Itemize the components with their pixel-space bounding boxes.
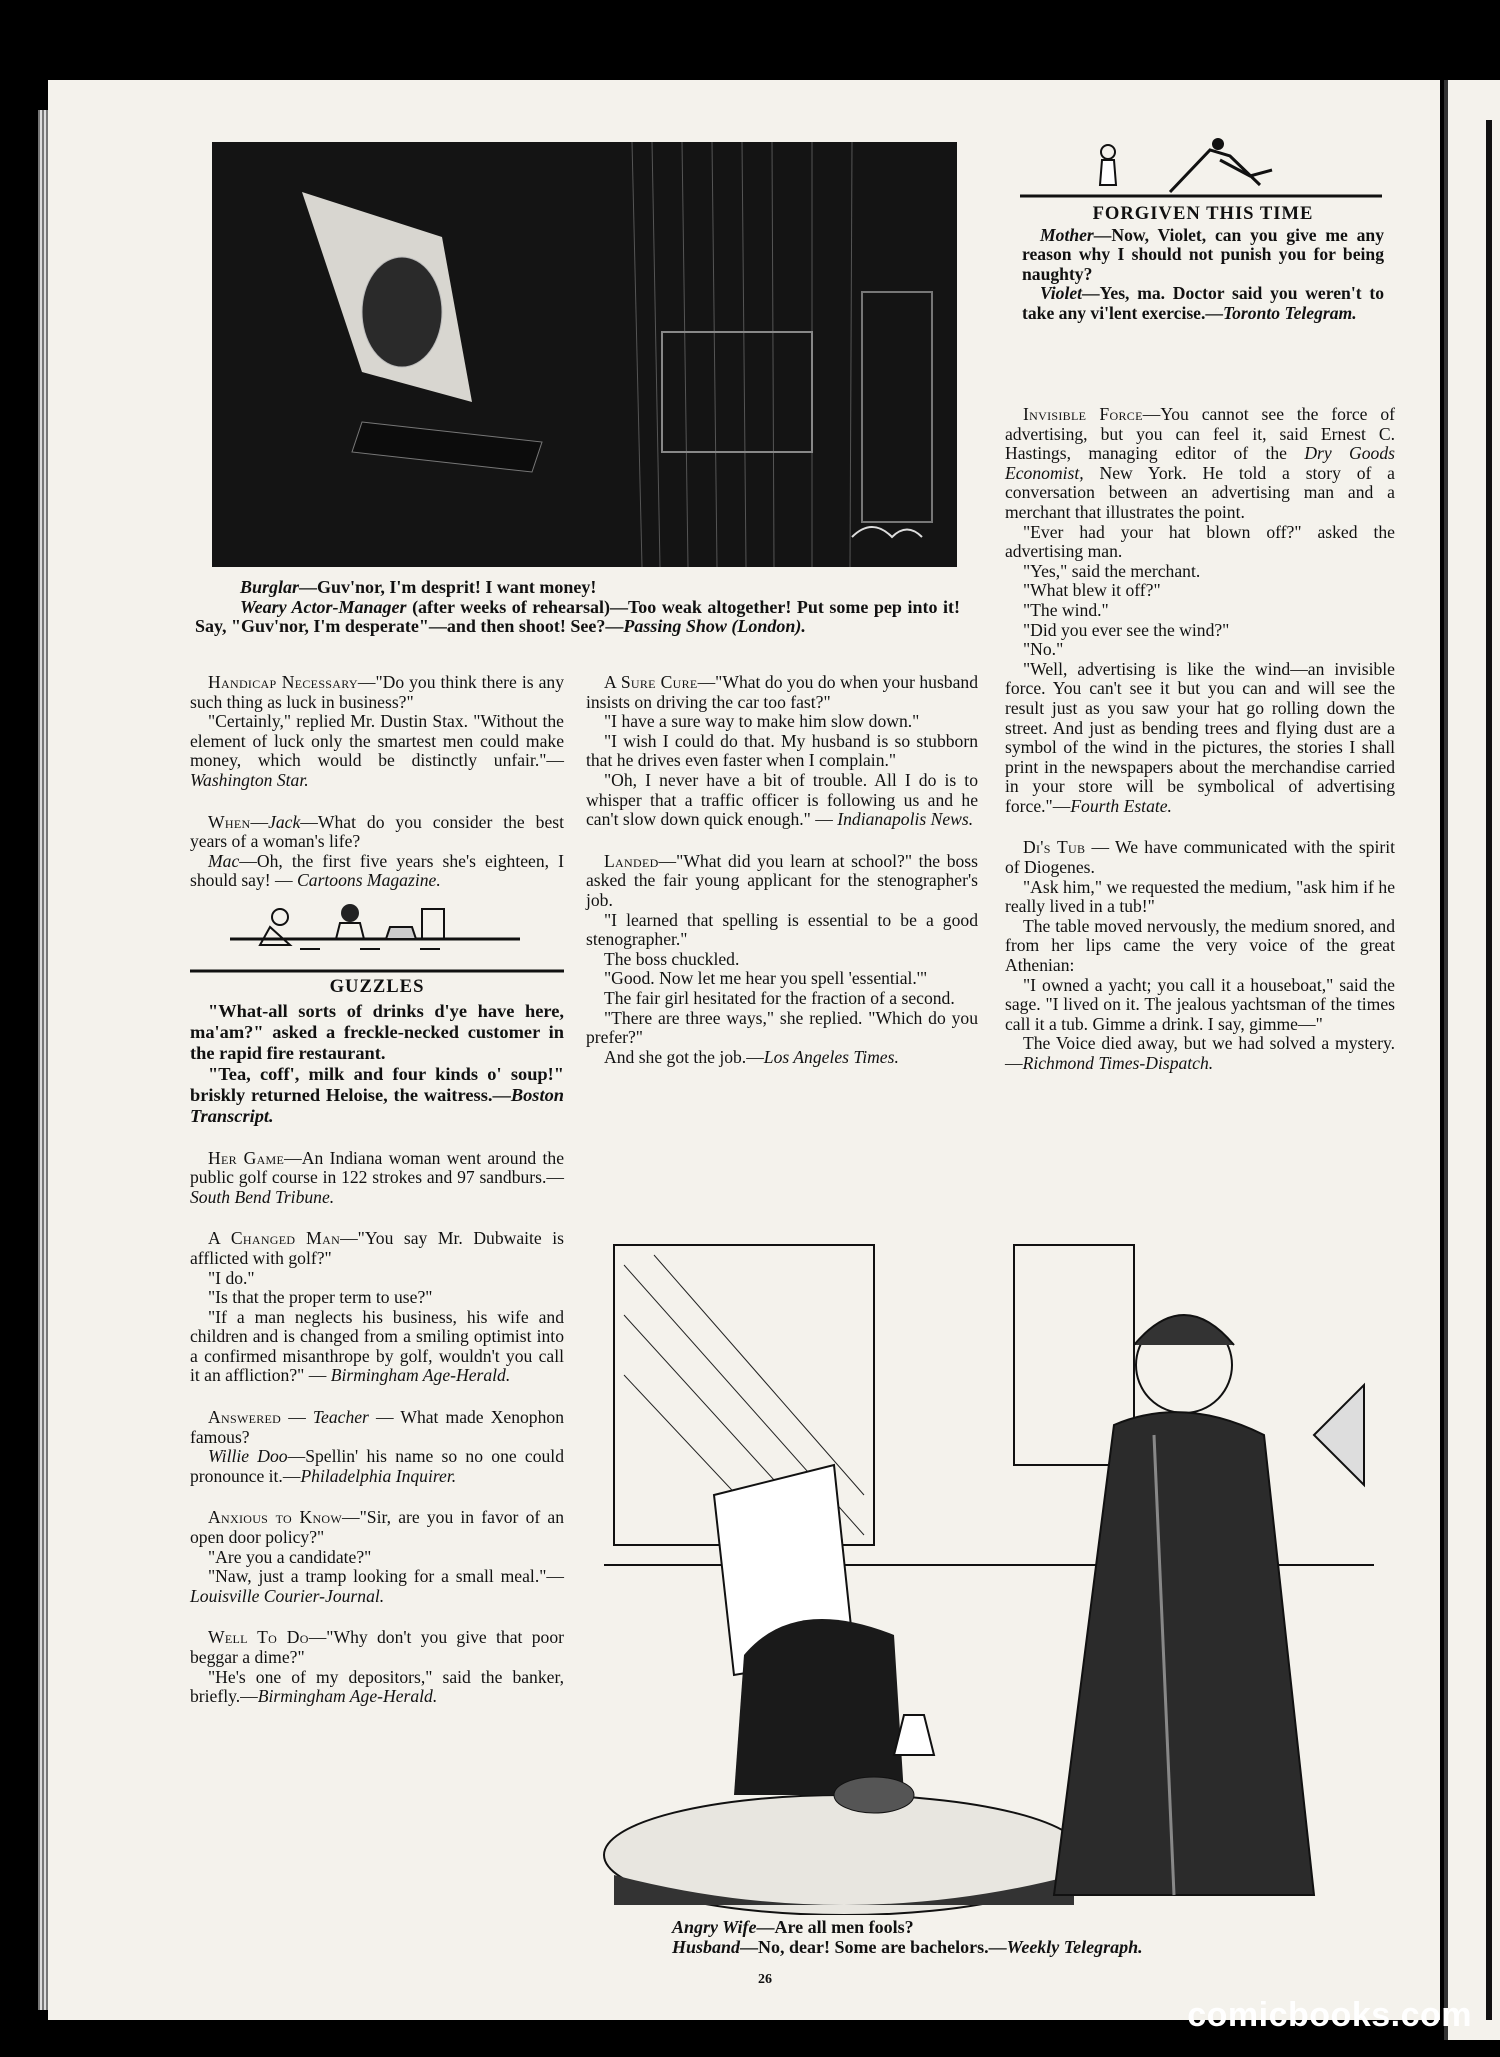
article-text: "Naw, just a tramp looking for a small meal."—: [208, 1566, 564, 1587]
article-text: "Ask him," we requested the medium, "ask him if he really lived in a tub!": [1005, 876, 1395, 917]
page-number: 26: [758, 1972, 772, 1987]
dialog-speaker: Violet: [1040, 283, 1083, 304]
dash: —: [281, 1407, 313, 1428]
dialog-speaker: Mac: [208, 850, 240, 871]
article-source: Cartoons Magazine.: [297, 870, 441, 891]
dialog-speaker: Teacher: [312, 1407, 369, 1428]
article-text: "What-all sorts of drinks d'ye have here, ma'am?" asked a freckle-necked customer in the rapid fire restaurant.: [190, 1000, 564, 1063]
article-source: Boston Transcript.: [190, 1084, 564, 1126]
article-text: The boss chuckled.: [604, 948, 740, 969]
article-text: —"What do you do when your husband insists on driving the car too fast?": [586, 672, 979, 712]
dialog-line: "The wind.": [1023, 599, 1109, 620]
article-text: "Well, advertising is like the wind—an invisible force. You can't see it but you can and will see the result just as you saw your hat go rolling down the street. And just as bending trees and flying dust are a symbol of the wind in the pictures, the stories I shall print in the newspapers about the merchandise carried in your store will be symbolical of advertising force."—: [1005, 658, 1395, 816]
article-text: —An Indiana woman went around the public golf course in 122 strokes and 97 sandburs.—: [190, 1147, 565, 1188]
article-text: "If a man neglects his business, his wife and children and is changed from a smiling optimist into a confirmed misanthrope by golf, wouldn't you call it an affliction?" —: [190, 1306, 564, 1386]
article-text: "I do.": [208, 1267, 255, 1288]
article-source: Los Angeles Times.: [763, 1046, 899, 1067]
article-text: —"Why don't you give that poor beggar a dime?": [190, 1627, 564, 1667]
publication-name: Dry Goods Economist,: [1005, 443, 1395, 483]
burglar-illustration: [212, 142, 960, 572]
article-text: The table moved nervously, the medium snored, and from her lips came the very voice of the great Athenian:: [1005, 915, 1395, 976]
article-title: When: [208, 811, 251, 832]
burglar-caption: [195, 578, 960, 637]
caption-source: Weekly Telegraph.: [1006, 1936, 1143, 1957]
mother-child-vignette: [1020, 130, 1382, 200]
article-source: Birmingham Age-Herald.: [257, 1686, 438, 1707]
article-source: Fourth Estate.: [1070, 795, 1172, 816]
article-text: New York. He told a story of a conversation between an advertising man and a merchant that illustrates the point.: [1005, 462, 1395, 522]
article-text: "Oh, I never have a bit of trouble. All I do is to whisper that a traffic officer is following us and he can't slow down quick enough." —: [586, 769, 978, 830]
article-source: Louisville Courier-Journal.: [190, 1585, 385, 1606]
dialog-text: —Now, Violet, can you give me any reason why I should not punish you for being naughty?: [1022, 224, 1384, 284]
caption-text: (after weeks of rehearsal)—Too weak altogether! Put some pep into it! Say, "Guv'nor, I'm desperate"—and then shoot! See?—: [195, 596, 960, 637]
left-column: [190, 673, 564, 1707]
facing-page-edge: [1444, 80, 1500, 2040]
dialog-line: "What blew it off?": [1023, 580, 1161, 601]
article-text: —"Sir, are you in favor of an open door policy?": [190, 1507, 564, 1548]
article-text: "Good. Now let me hear you spell 'essential.'": [604, 968, 928, 989]
dialog-speaker: Jack: [268, 811, 301, 832]
article-text: "I wish I could do that. My husband is so stubborn that he drives even faster when I complain.": [586, 730, 978, 771]
article-source: Philadelphia Inquirer.: [300, 1465, 457, 1486]
article-text: "There are three ways," she replied. "Which do you prefer?": [586, 1007, 978, 1048]
article-title: Invisible Force: [1023, 404, 1143, 424]
site-logo: comicbooks.com: [1187, 1996, 1472, 2034]
caption-text: —Are all men fools?: [756, 1917, 914, 1937]
invisible-force-article: [1005, 405, 1395, 1074]
dialog-line: "Ever had your hat blown off?" asked the advertising man.: [1005, 521, 1395, 562]
dialog-line: "No.": [1023, 639, 1064, 660]
article-title: Landed: [604, 850, 659, 871]
article-title: Anxious to Know: [208, 1507, 343, 1528]
article-text: —"You say Mr. Dubwaite is afflicted with golf?": [190, 1228, 564, 1268]
dialog-line: "Yes," said the merchant.: [1023, 560, 1201, 581]
dialog-text: —Yes, ma. Doctor said you weren't to take any vi'lent exercise.—: [1022, 283, 1384, 323]
article-title: A Sure Cure: [604, 672, 698, 692]
article-text: "Are you a candidate?": [208, 1546, 372, 1567]
wife-caption: [672, 1918, 1372, 1957]
article-text: "Tea, coff', milk and four kinds o' soup!" briskly returned Heloise, the waitress.—: [190, 1063, 564, 1105]
dash: —: [250, 811, 269, 832]
middle-column: [586, 673, 978, 1067]
dialog-line: "Did you ever see the wind?": [1023, 619, 1230, 640]
dialog-speaker: Willie Doo: [208, 1446, 288, 1467]
forgiven-article: [1022, 204, 1384, 324]
caption-text: —No, dear! Some are bachelors.—: [740, 1936, 1007, 1957]
article-title: A Changed Man: [208, 1228, 341, 1249]
guzzles-heading: GUZZLES: [329, 975, 425, 997]
article-text: The Voice died away, but we had solved a mystery.—: [1005, 1033, 1395, 1073]
article-text: — We have communicated with the spirit of Diogenes.: [1005, 837, 1395, 878]
article-source: Birmingham Age-Herald.: [330, 1365, 511, 1386]
article-text: "He's one of my depositors," said the banker, briefly.—: [190, 1666, 564, 1707]
dialog-text: —Oh, the first five years she's eighteen, I should say! —: [190, 850, 564, 891]
article-title: Her Game: [208, 1147, 285, 1168]
dialog-text: —What do you consider the best years of a woman's life?: [190, 811, 564, 852]
article-text: —"Do you think there is any such thing as luck in business?": [190, 672, 564, 712]
article-source: Indianapolis News.: [837, 809, 974, 830]
caption-speaker: Weary Actor-Manager: [240, 596, 407, 617]
article-text: "I have a sure way to make him slow down.": [604, 711, 920, 732]
article-text: And she got the job.—: [604, 1046, 764, 1067]
article-text: —"What did you learn at school?" the boss asked the fair young applicant for the stenographer's job.: [586, 850, 978, 910]
caption-speaker: Husband: [672, 1936, 741, 1957]
dialog-text: — What made Xenophon famous?: [190, 1407, 564, 1447]
article-source: Washington Star.: [190, 769, 309, 790]
article-text: —You cannot see the force of advertising, but you can feel it, said Ernest C. Hastings, managing editor of the: [1005, 404, 1395, 464]
article-source: Toronto Telegram.: [1223, 302, 1357, 323]
article-source: Richmond Times-Dispatch.: [1022, 1053, 1214, 1073]
article-title: Answered: [208, 1407, 282, 1428]
article-title: Di's Tub: [1023, 837, 1086, 858]
article-title: Handicap Necessary: [208, 672, 358, 692]
article-text: The fair girl hesitated for the fraction of a second.: [604, 987, 955, 1008]
article-text: "Is that the proper term to use?": [208, 1287, 433, 1308]
caption-text: —Guv'nor, I'm desprit! I want money!: [299, 577, 597, 597]
article-source: South Bend Tribune.: [190, 1186, 335, 1207]
article-text: "Certainly," replied Mr. Dustin Stax. "Without the element of luck only the smartest men could make money, which would be distinctly unfair."—: [190, 711, 564, 771]
article-title: Well To Do: [208, 1627, 309, 1648]
article-text: "I owned a yacht; you call it a houseboat," said the sage. "I lived on it. The jealous yachtsman of the times call it a tub. Gimme a drink. I say, gimme—": [1005, 974, 1395, 1034]
dialog-speaker: Mother: [1040, 224, 1094, 245]
article-text: "I learned that spelling is essential to be a good stenographer.": [586, 909, 978, 950]
caption-speaker: Burglar: [240, 577, 300, 597]
caption-speaker: Angry Wife: [672, 1917, 757, 1937]
angry-wife-illustration: [594, 1235, 1384, 1915]
restaurant-counter-vignette: [190, 899, 564, 973]
forgiven-heading: FORGIVEN THIS TIME: [1092, 203, 1314, 224]
dialog-text: —Spellin' his name so no one could pronounce it.—: [190, 1446, 564, 1486]
caption-source: Passing Show (London).: [623, 616, 806, 637]
